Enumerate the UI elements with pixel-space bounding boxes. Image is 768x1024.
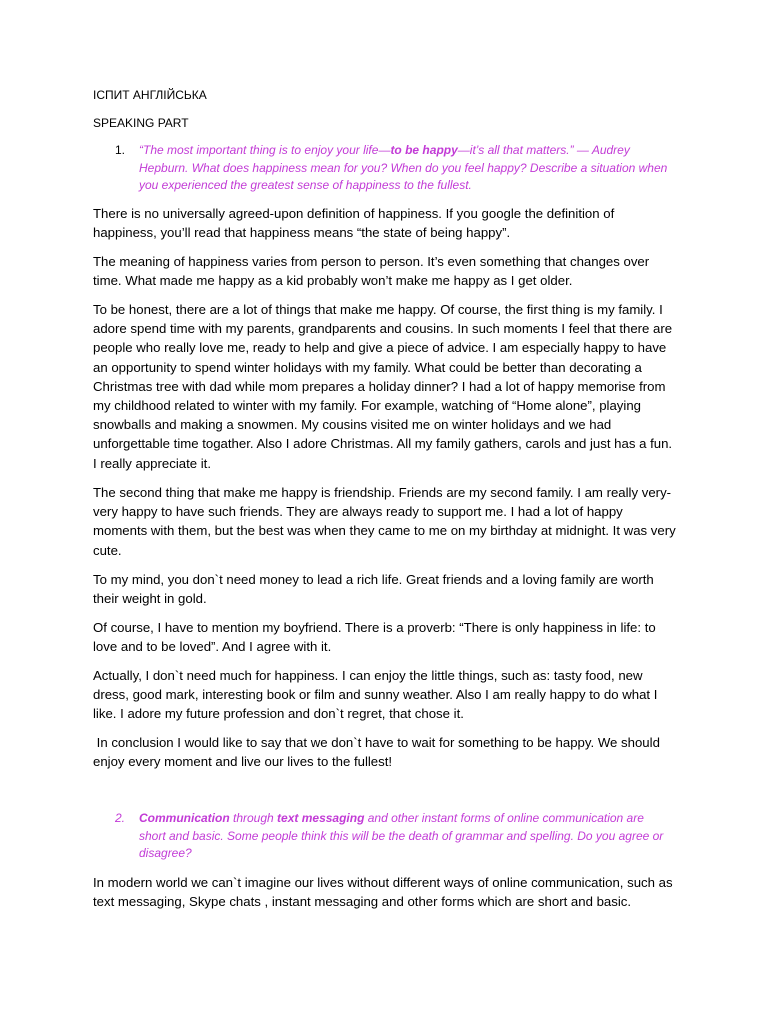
question-quote-rest: —it’s all that matters.” — Audrey Hepburn. What does happiness mean for you? When do you feel happy? Describe a situation when you experienced the greatest sense of happiness to the fullest. [139, 143, 668, 192]
question-text-part: through [229, 811, 278, 825]
question-2 [93, 810, 673, 863]
question-text [139, 810, 673, 863]
question-emphasis-text-messaging: text messaging [277, 811, 365, 825]
answer-paragraph: Actually, I don`t need much for happiness. I can enjoy the little things, such as: tasty food, new dress, good mark, interesting book or film and sunny weather. Also I am really happy to do what I like. I adore my future profession and don`t regret, that chose it. [93, 668, 658, 722]
question-quote-emphasis: to be happy [390, 143, 458, 157]
question-quote-start: “The most important thing is to enjoy your life— [139, 143, 391, 157]
answer-paragraph: The second thing that make me happy is friendship. Friends are my second family. I am really very-very happy to have such friends. They are always ready to support me. I had a lot of happy moments with them, but the best was when they came to me on my birthday at midnight. It was very cute. [93, 485, 676, 558]
answer-paragraph: Of course, I have to mention my boyfriend. There is a proverb: “There is only happiness in life: to love and to be loved”. And I agree with it. [93, 620, 656, 655]
question-number: 2. [115, 811, 126, 825]
exam-title: ІСПИТ АНГЛІЙСЬКА [93, 88, 207, 102]
question-text [139, 142, 673, 195]
question-emphasis-communication: Communication [139, 811, 230, 825]
question-number: 1. [115, 143, 126, 157]
answer-paragraph: In conclusion I would like to say that we don`t have to wait for something to be happy. We should enjoy every moment and live our lives to the fullest! [93, 735, 664, 770]
answer-paragraph: The meaning of happiness varies from person to person. It’s even something that changes over time. What made me happy as a kid probably won’t make me happy as I get older. [93, 254, 650, 289]
answer-paragraph: To my mind, you don`t need money to lead a rich life. Great friends and a loving family are worth their weight in gold. [93, 572, 654, 607]
section-title: SPEAKING PART [93, 116, 189, 130]
answer-paragraph: There is no universally agreed-upon definition of happiness. If you google the definition of happiness, you’ll read that happiness means “the state of being happy”. [93, 206, 615, 241]
question-text-part: and other instant forms of online communication are short and basic. Some people think this will be the death of grammar and spelling. Do you agree or disagree? [139, 811, 664, 860]
answer-paragraph: To be honest, there are a lot of things that make me happy. Of course, the first thing is my family. I adore spend time with my parents, grandparents and cousins. In such moments I feel that there are people who really love me, ready to help and give a piece of advice. I am especially happy to have an opportunity to spend winter holidays with my family. What could be better than decorating a Christmas tree with dad while mom prepares a holiday dinner? I had a lot of happy memorise from my childhood related to winter with my family. For example, watching of “Home alone”, playing snowballs and making a snowmen. My cousins visited me on winter holidays and we had unforgettable time togather. Also I adore Christmas. All my family gathers, carols and just has a fun. I really appreciate it. [93, 302, 673, 471]
question-1 [93, 142, 673, 195]
answer-paragraph: In modern world we can`t imagine our lives without different ways of online communication, such as text messaging, Skype chats , instant messaging and other forms which are short and basic. [93, 875, 673, 910]
